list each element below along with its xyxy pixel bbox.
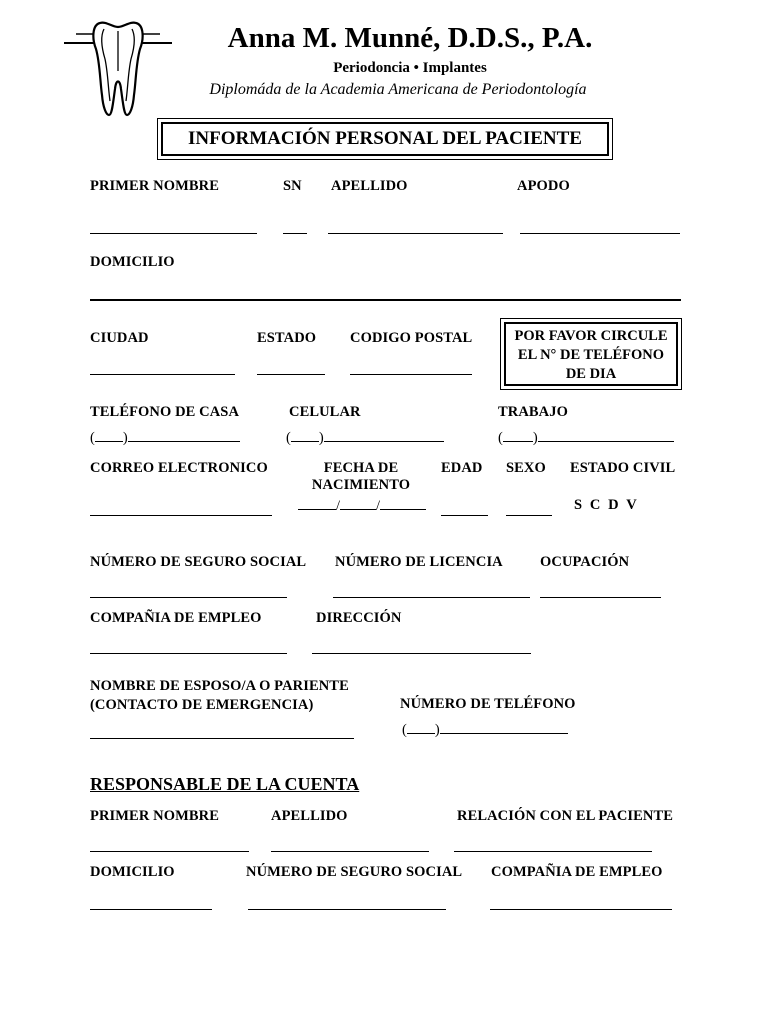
circle-phone-note: POR FAVOR CIRCULE EL N° DE TELÉFONO DE DIA xyxy=(504,322,678,386)
resp-employer-label: COMPAÑIA DE EMPLEO xyxy=(491,864,663,880)
resp-ssn-field[interactable] xyxy=(248,909,446,910)
home-phone-field[interactable]: ( ) xyxy=(90,430,240,447)
cell-phone-field[interactable]: ( ) xyxy=(286,430,444,447)
occupation-label: OCUPACIÓN xyxy=(540,554,630,570)
specialties: Periodoncia • Implantes xyxy=(333,60,487,76)
cell-phone-label: CELULAR xyxy=(289,404,361,420)
resp-last-name-field[interactable] xyxy=(271,851,429,852)
nickname-label: APODO xyxy=(517,178,570,194)
work-phone-label: TRABAJO xyxy=(498,404,568,420)
ssn-label: NÚMERO DE SEGURO SOCIAL xyxy=(90,554,307,570)
diplomate-text: Diplomáda de la Academia Americana de Periodontología xyxy=(209,81,587,98)
email-field[interactable] xyxy=(90,515,272,516)
circle-phone-note-box xyxy=(500,318,682,390)
license-field[interactable] xyxy=(333,597,530,598)
marital-status-label: ESTADO CIVIL xyxy=(570,460,676,476)
ssn-field[interactable] xyxy=(90,597,287,598)
sex-label: SEXO xyxy=(506,460,546,476)
resp-first-name-field[interactable] xyxy=(90,851,249,852)
zip-label: CODIGO POSTAL xyxy=(350,330,473,346)
resp-address-label: DOMICILIO xyxy=(90,864,175,880)
emergency-phone-field[interactable]: ( ) xyxy=(402,722,568,739)
employer-field[interactable] xyxy=(90,653,287,654)
clinic-name: Anna M. Munné, D.D.S., P.A. xyxy=(227,22,593,54)
dob-field[interactable]: / / xyxy=(298,498,426,515)
employer-address-field[interactable] xyxy=(312,653,531,654)
responsible-section-title: RESPONSABLE DE LA CUENTA xyxy=(90,774,360,794)
zip-field[interactable] xyxy=(350,374,472,375)
middle-initial-field[interactable] xyxy=(283,233,307,234)
resp-relation-label: RELACIÓN CON EL PACIENTE xyxy=(457,808,674,824)
nickname-field[interactable] xyxy=(520,233,680,234)
city-label: CIUDAD xyxy=(90,330,149,346)
emergency-contact-field[interactable] xyxy=(90,738,354,739)
resp-employer-field[interactable] xyxy=(490,909,672,910)
middle-initial-label: SN xyxy=(283,178,302,194)
occupation-field[interactable] xyxy=(540,597,661,598)
resp-address-field[interactable] xyxy=(90,909,212,910)
age-label: EDAD xyxy=(441,460,483,476)
resp-ssn-label: NÚMERO DE SEGURO SOCIAL xyxy=(246,864,463,880)
age-field[interactable] xyxy=(441,515,488,516)
last-name-field[interactable] xyxy=(328,233,503,234)
last-name-label: APELLIDO xyxy=(331,178,408,194)
email-label: CORREO ELECTRONICO xyxy=(90,460,268,476)
sex-field[interactable] xyxy=(506,515,552,516)
city-field[interactable] xyxy=(90,374,235,375)
license-label: NÚMERO DE LICENCIA xyxy=(335,554,503,570)
form-title: INFORMACIÓN PERSONAL DEL PACIENTE xyxy=(161,122,609,156)
address-label: DOMICILIO xyxy=(90,254,175,270)
emergency-phone-label: NÚMERO DE TELÉFONO xyxy=(400,696,576,712)
first-name-field[interactable] xyxy=(90,233,257,234)
address-field[interactable] xyxy=(90,299,681,301)
state-field[interactable] xyxy=(257,374,325,375)
home-phone-label: TELÉFONO DE CASA xyxy=(90,404,240,420)
employer-address-label: DIRECCIÓN xyxy=(316,610,402,626)
resp-relation-field[interactable] xyxy=(454,851,652,852)
resp-last-name-label: APELLIDO xyxy=(271,808,348,824)
form-title-box xyxy=(157,118,613,160)
first-name-label: PRIMER NOMBRE xyxy=(90,178,219,194)
marital-status-options[interactable]: S C D V xyxy=(574,497,637,513)
emergency-contact-label: NOMBRE DE ESPOSO/A O PARIENTE (CONTACTO DE EMERGENCIA) xyxy=(90,678,349,713)
dob-label: FECHA DE NACIMIENTO xyxy=(311,460,411,493)
employer-label: COMPAÑIA DE EMPLEO xyxy=(90,610,262,626)
resp-first-name-label: PRIMER NOMBRE xyxy=(90,808,219,824)
work-phone-field[interactable]: ( ) xyxy=(498,430,674,447)
state-label: ESTADO xyxy=(257,330,317,346)
